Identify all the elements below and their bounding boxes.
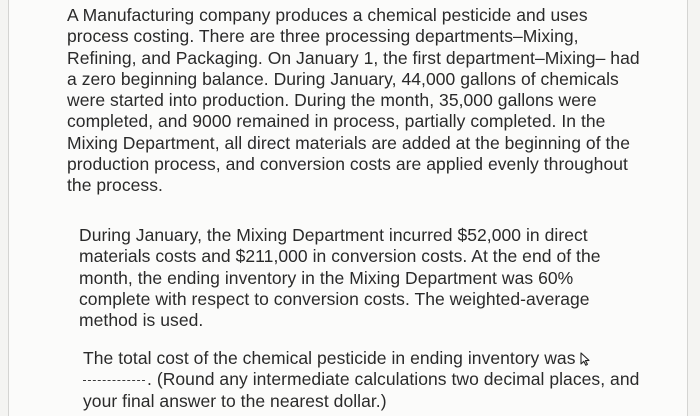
mouse-pointer-icon	[579, 350, 591, 364]
question-lead: The total cost of the chemical pesticide in ending inventory was	[83, 348, 576, 368]
question-paragraph	[83, 348, 658, 412]
question-sheet	[8, 0, 688, 416]
problem-paragraph-1: A Manufacturing company produces a chemical pesticide and uses process costing. There are three processing departments–Mixing, Refining, and Packaging. On January 1, the first department–Mixing– had a zero beginning balance. During January, 44,000 gallons of chemicals were started into production. During the month, 35,000 gallons were completed, and 9000 remained in process, partially completed. In the Mixing Department, all direct materials are added at the beginning of the production process, and conversion costs are applied evenly throughout the process.	[67, 5, 640, 196]
question-tail: . (Round any intermediate calculations two decimal places, and your final answer to the nearest dollar.)	[83, 369, 640, 411]
problem-paragraph-2: During January, the Mixing Department incurred $52,000 in direct materials costs and $211,000 in conversion costs. At the end of the month, the ending inventory in the Mixing Department was 60% complete with respect to conversion costs. The weighted-average method is used.	[79, 225, 601, 331]
answer-blank[interactable]	[83, 380, 145, 381]
